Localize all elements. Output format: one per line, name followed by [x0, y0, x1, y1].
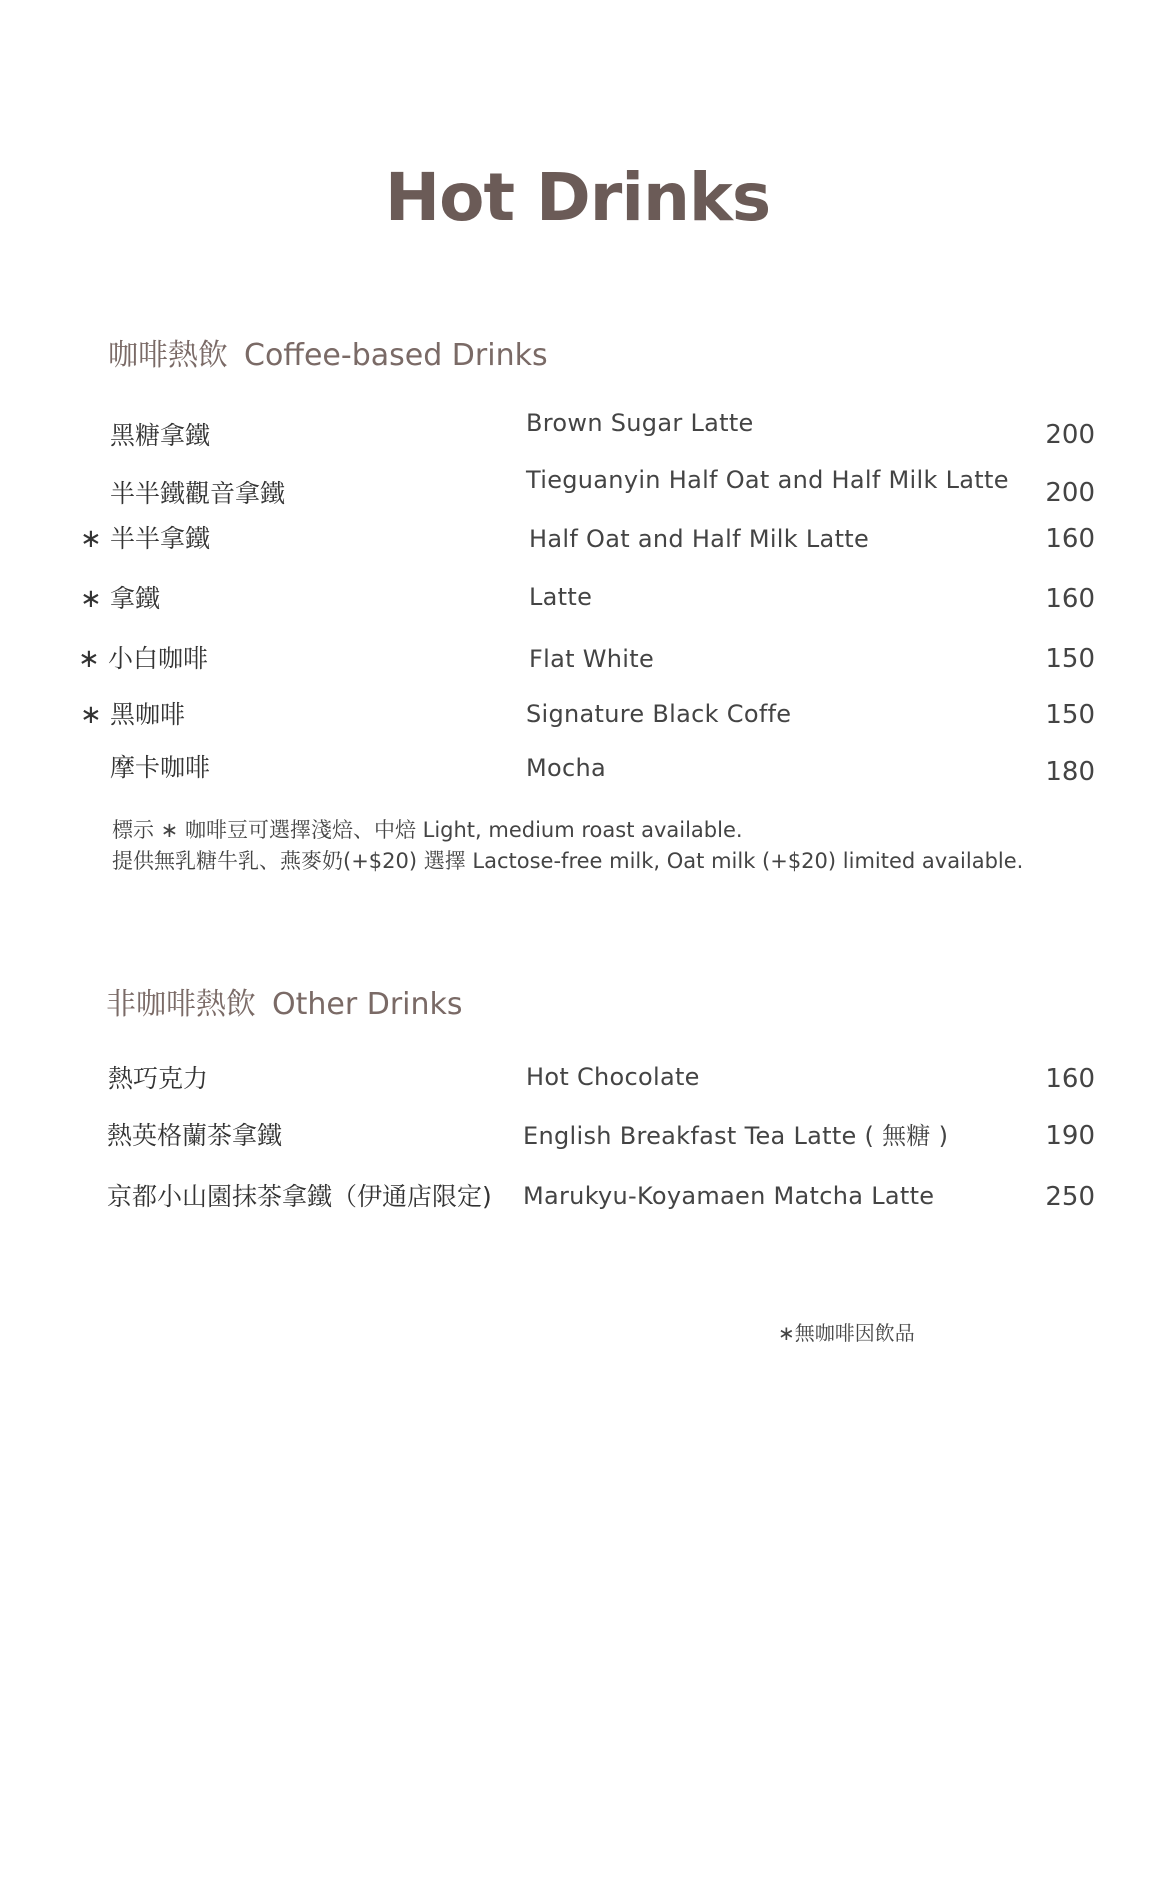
item-name-en: Flat White [529, 645, 655, 673]
item-name-en: Marukyu-Koyamaen Matcha Latte [523, 1182, 935, 1210]
item-name-zh: 黑糖拿鐵 [110, 421, 211, 450]
menu-item [0, 1172, 1155, 1216]
section-heading-coffee [108, 336, 548, 376]
item-name-zh: 熱巧克力 [108, 1064, 209, 1093]
note-line: 標示 ∗ 咖啡豆可選擇淺焙、中焙 Light, medium roast available. [112, 818, 743, 842]
roast-milk-notes [112, 815, 1023, 877]
item-name-en: Brown Sugar Latte [526, 409, 754, 437]
item-price: 200 [1045, 420, 1095, 450]
menu-item [0, 517, 1155, 561]
item-price: 200 [1045, 478, 1095, 508]
item-name-en: Latte [529, 583, 593, 611]
item-price: 180 [1045, 757, 1095, 787]
item-name-zh: 京都小山園抹茶拿鐵（伊通店限定) [107, 1182, 492, 1211]
menu-item [0, 1055, 1155, 1099]
menu-item [0, 462, 1155, 506]
item-price: 160 [1045, 1064, 1095, 1094]
menu-item [0, 693, 1155, 737]
item-price: 250 [1045, 1182, 1095, 1212]
item-name-en: Half Oat and Half Milk Latte [529, 525, 870, 553]
item-name-zh: 半半拿鐵 [110, 524, 211, 553]
section-heading-zh: 非咖啡熱飲 [106, 987, 256, 1022]
item-name-zh: 摩卡咖啡 [110, 753, 211, 782]
item-price: 190 [1045, 1121, 1095, 1151]
item-name-zh: 拿鐵 [110, 584, 161, 613]
menu-item [0, 577, 1155, 621]
menu-item [0, 1113, 1155, 1157]
item-price: 160 [1045, 524, 1095, 554]
menu-item [0, 404, 1155, 448]
decaf-marker: ∗ [80, 524, 102, 554]
section-heading-other [106, 985, 463, 1025]
page-title: Hot Drinks [384, 159, 771, 236]
decaf-marker: ∗ [80, 584, 102, 614]
menu-item [0, 746, 1155, 790]
section-heading-zh: 咖啡熱飲 [108, 338, 228, 373]
note-line: 提供無乳糖牛乳、燕麥奶(+$20) 選擇 Lactose-free milk, Oat milk (+$20) limited available. [112, 849, 1024, 873]
menu-item [0, 637, 1155, 681]
item-name-en: Mocha [526, 754, 607, 782]
section-heading-en: Coffee-based Drinks [244, 338, 548, 373]
decaf-marker: ∗ [78, 644, 100, 674]
decaf-footnote: ∗無咖啡因飲品 [778, 1321, 915, 1345]
item-price: 160 [1045, 584, 1095, 614]
item-name-zh: 半半鐵觀音拿鐵 [110, 479, 286, 508]
item-name-en: English Breakfast Tea Latte ( 無糖 ) [523, 1122, 949, 1150]
item-name-zh: 熱英格蘭茶拿鐵 [107, 1121, 283, 1150]
item-price: 150 [1045, 700, 1095, 730]
item-name-zh: 小白咖啡 [108, 644, 209, 673]
item-name-en: Signature Black Coffe [526, 700, 792, 728]
item-name-zh: 黑咖啡 [110, 700, 186, 729]
decaf-marker: ∗ [80, 700, 102, 730]
item-price: 150 [1045, 644, 1095, 674]
item-name-en: Tieguanyin Half Oat and Half Milk Latte [526, 466, 1009, 494]
item-name-en: Hot Chocolate [526, 1063, 700, 1091]
section-heading-en: Other Drinks [272, 987, 463, 1022]
